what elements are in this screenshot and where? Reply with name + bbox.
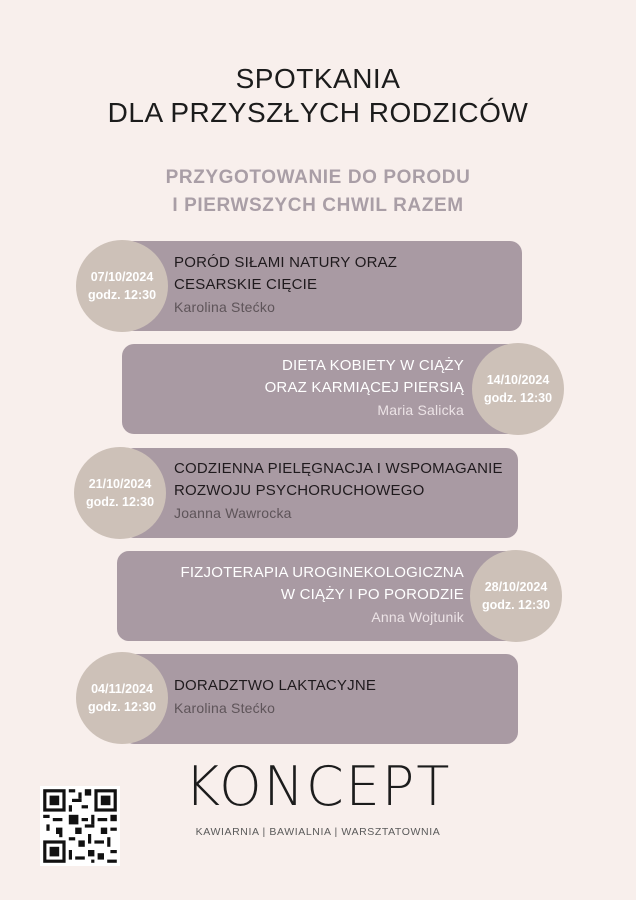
session-date-badge-1 xyxy=(76,240,168,332)
subtitle-line-1: PRZYGOTOWANIE DO PORODU xyxy=(165,167,471,188)
session-date-1: 07/10/2024 xyxy=(90,270,154,284)
session-time-3: godz. 12:30 xyxy=(85,495,155,509)
session-text-2 xyxy=(265,355,464,421)
page-title xyxy=(0,62,636,130)
session-speaker-1: Karolina Stećko xyxy=(174,299,276,315)
brand-logo: KONCEPT xyxy=(184,755,452,818)
session-text-1 xyxy=(174,252,397,318)
session-title-4a: FIZJOTERAPIA UROGINEKOLOGICZNA xyxy=(180,564,464,581)
session-date-3: 21/10/2024 xyxy=(88,477,152,491)
title-line-1: SPOTKANIA xyxy=(235,63,401,94)
session-title-1b: CESARSKIE CIĘCIE xyxy=(174,276,318,293)
session-date-5: 04/11/2024 xyxy=(91,682,153,696)
session-title-2b: ORAZ KARMIĄCEJ PIERSIĄ xyxy=(264,379,464,396)
session-text-4 xyxy=(180,562,464,628)
session-time-1: godz. 12:30 xyxy=(87,288,157,302)
session-text-3 xyxy=(174,458,503,524)
session-speaker-2: Maria Salicka xyxy=(377,402,464,418)
session-title-5a: DORADZTWO LAKTACYJNE xyxy=(174,677,377,694)
session-date-badge-2 xyxy=(472,343,564,435)
session-title-1a: PORÓD SIŁAMI NATURY ORAZ xyxy=(174,254,398,271)
session-date-4: 28/10/2024 xyxy=(484,580,548,594)
session-speaker-3: Joanna Wawrocka xyxy=(174,505,292,521)
session-title-3a: CODZIENNA PIELĘGNACJA I WSPOMAGANIE xyxy=(174,460,503,477)
session-speaker-5: Karolina Stećko xyxy=(174,700,276,716)
page-subtitle xyxy=(0,164,636,220)
session-date-2: 14/10/2024 xyxy=(486,373,550,387)
session-date-badge-5 xyxy=(76,652,168,744)
session-date-badge-4 xyxy=(470,550,562,642)
brand-tagline: KAWIARNIA | BAWIALNIA | WARSZTATOWNIA xyxy=(195,826,441,838)
session-title-3b: ROZWOJU PSYCHORUCHOWEGO xyxy=(174,482,425,499)
subtitle-line-2: I PIERWSZYCH CHWIL RAZEM xyxy=(172,195,464,216)
session-title-4b: W CIĄŻY I PO PORODZIE xyxy=(280,586,464,603)
session-title-2a: DIETA KOBIETY W CIĄŻY xyxy=(281,357,464,374)
session-time-2: godz. 12:30 xyxy=(483,391,553,405)
session-text-5 xyxy=(174,675,376,719)
session-date-badge-3 xyxy=(74,447,166,539)
session-time-5: godz. 12:30 xyxy=(87,700,157,714)
session-time-4: godz. 12:30 xyxy=(481,598,551,612)
session-speaker-4: Anna Wojtunik xyxy=(371,609,464,625)
title-line-2: DLA PRZYSZŁYCH RODZICÓW xyxy=(107,97,529,128)
